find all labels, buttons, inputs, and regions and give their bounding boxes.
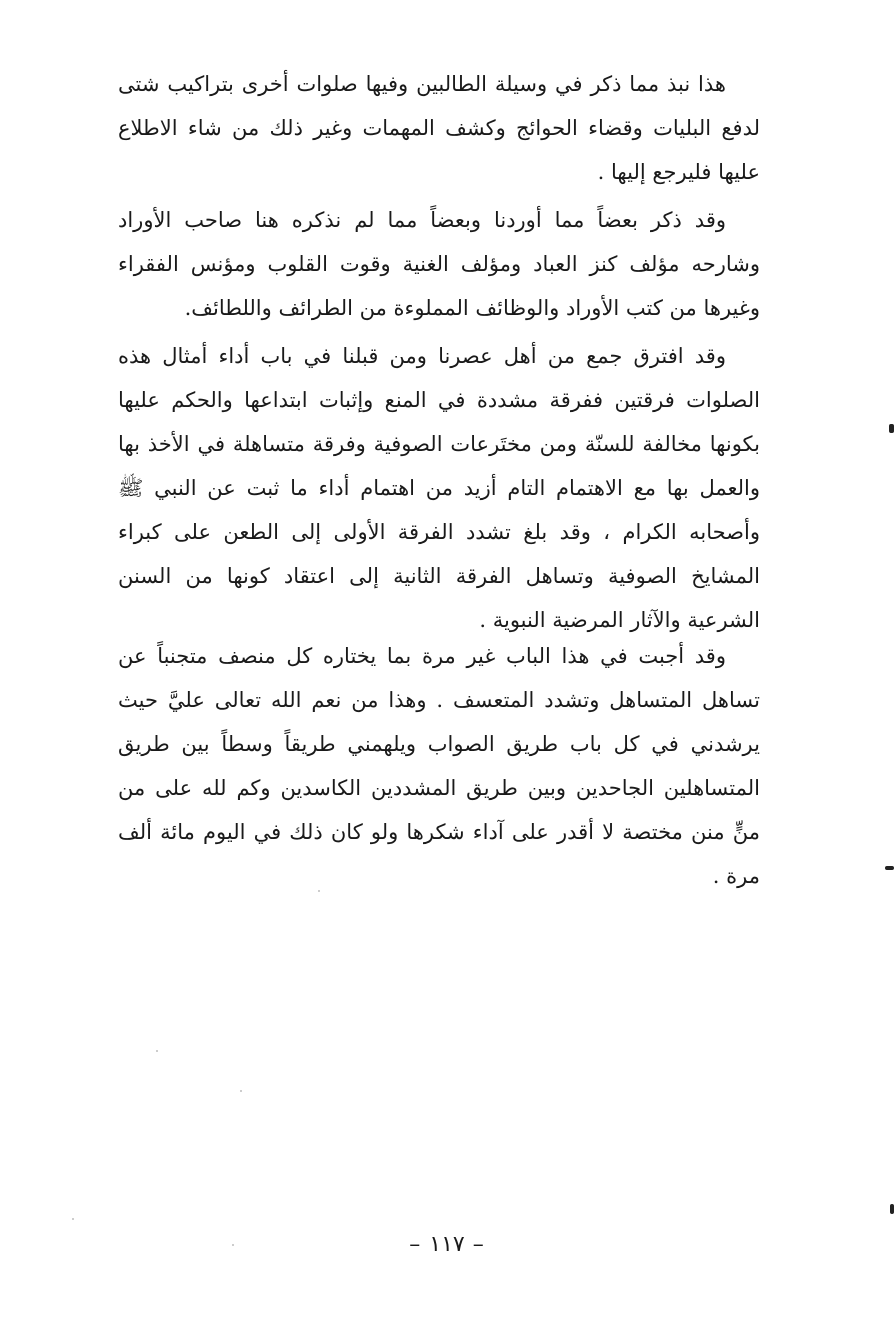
paragraph-4 bbox=[118, 634, 760, 898]
scan-edge-mark bbox=[890, 1204, 894, 1214]
page-number bbox=[0, 1232, 894, 1257]
scan-speck bbox=[232, 1244, 234, 1246]
page-number-dash-right: – bbox=[409, 1232, 422, 1257]
scan-speck bbox=[318, 890, 320, 892]
paragraph-text: وقد ذكر بعضاً مما أوردنا وبعضاً مما لم نذكره هنا صاحب الأوراد وشارحه مؤلف كنز العباد ومؤلف الغنية وقوت القلوب ومؤنس الفقراء وغيرها من كتب الأوراد والوظائف المملوءة من الطرائف واللطائف. bbox=[118, 208, 760, 320]
paragraph-text: هذا نبذ مما ذكر في وسيلة الطالبين وفيها صلوات أخرى بتراكيب شتى لدفع البليات وقضاء الحوائج وكشف المهمات وغير ذلك من شاء الاطلاع عليها فليرجع إليها . bbox=[118, 72, 760, 184]
scan-edge-mark bbox=[885, 866, 894, 870]
paragraph-2 bbox=[118, 198, 760, 330]
page-number-value: ١١٧ bbox=[429, 1232, 465, 1257]
scan-speck bbox=[72, 1218, 74, 1220]
paragraph-3 bbox=[118, 334, 760, 642]
paragraph-1 bbox=[118, 62, 760, 194]
scan-speck bbox=[240, 1090, 242, 1092]
paragraph-text: وقد أجبت في هذا الباب غير مرة بما يختاره كل منصف متجنباً عن تساهل المتساهل وتشدد المتعسف . وهذا من نعم الله تعالى عليَّ حيث يرشدني في كل باب طريق الصواب ويلهمني طريقاً وسطاً بين طريق المتساهلين الجاحدين وبين طريق المشددين الكاسدين وكم لله على من منٍّ منن مختصة لا أقدر على آداء شكرها ولو كان ذلك في اليوم مائة ألف مرة . bbox=[118, 644, 760, 888]
paragraph-text: وقد افترق جمع من أهل عصرنا ومن قبلنا في باب أداء أمثال هذه الصلوات فرقتين ففرقة مشددة في المنع وإثبات ابتداعها والحكم عليها بكونها مخالفة للسنّة ومن مختَرعات الصوفية وفرقة متساهلة في الأخذ بها والعمل بها مع الاهتمام التام أزيد من اهتمام أداء ما ثبت عن النبي ﷺ وأصحابه الكرام ، وقد بلغ تشدد الفرقة الأولى إلى الطعن على كبراء المشايخ الصوفية وتساهل الفرقة الثانية إلى اعتقاد كونها من السنن الشرعية والآثار المرضية النبوية . bbox=[118, 344, 760, 632]
scan-edge-mark bbox=[889, 424, 894, 433]
scan-speck bbox=[156, 1050, 158, 1052]
page-number-dash-left: – bbox=[472, 1232, 485, 1257]
